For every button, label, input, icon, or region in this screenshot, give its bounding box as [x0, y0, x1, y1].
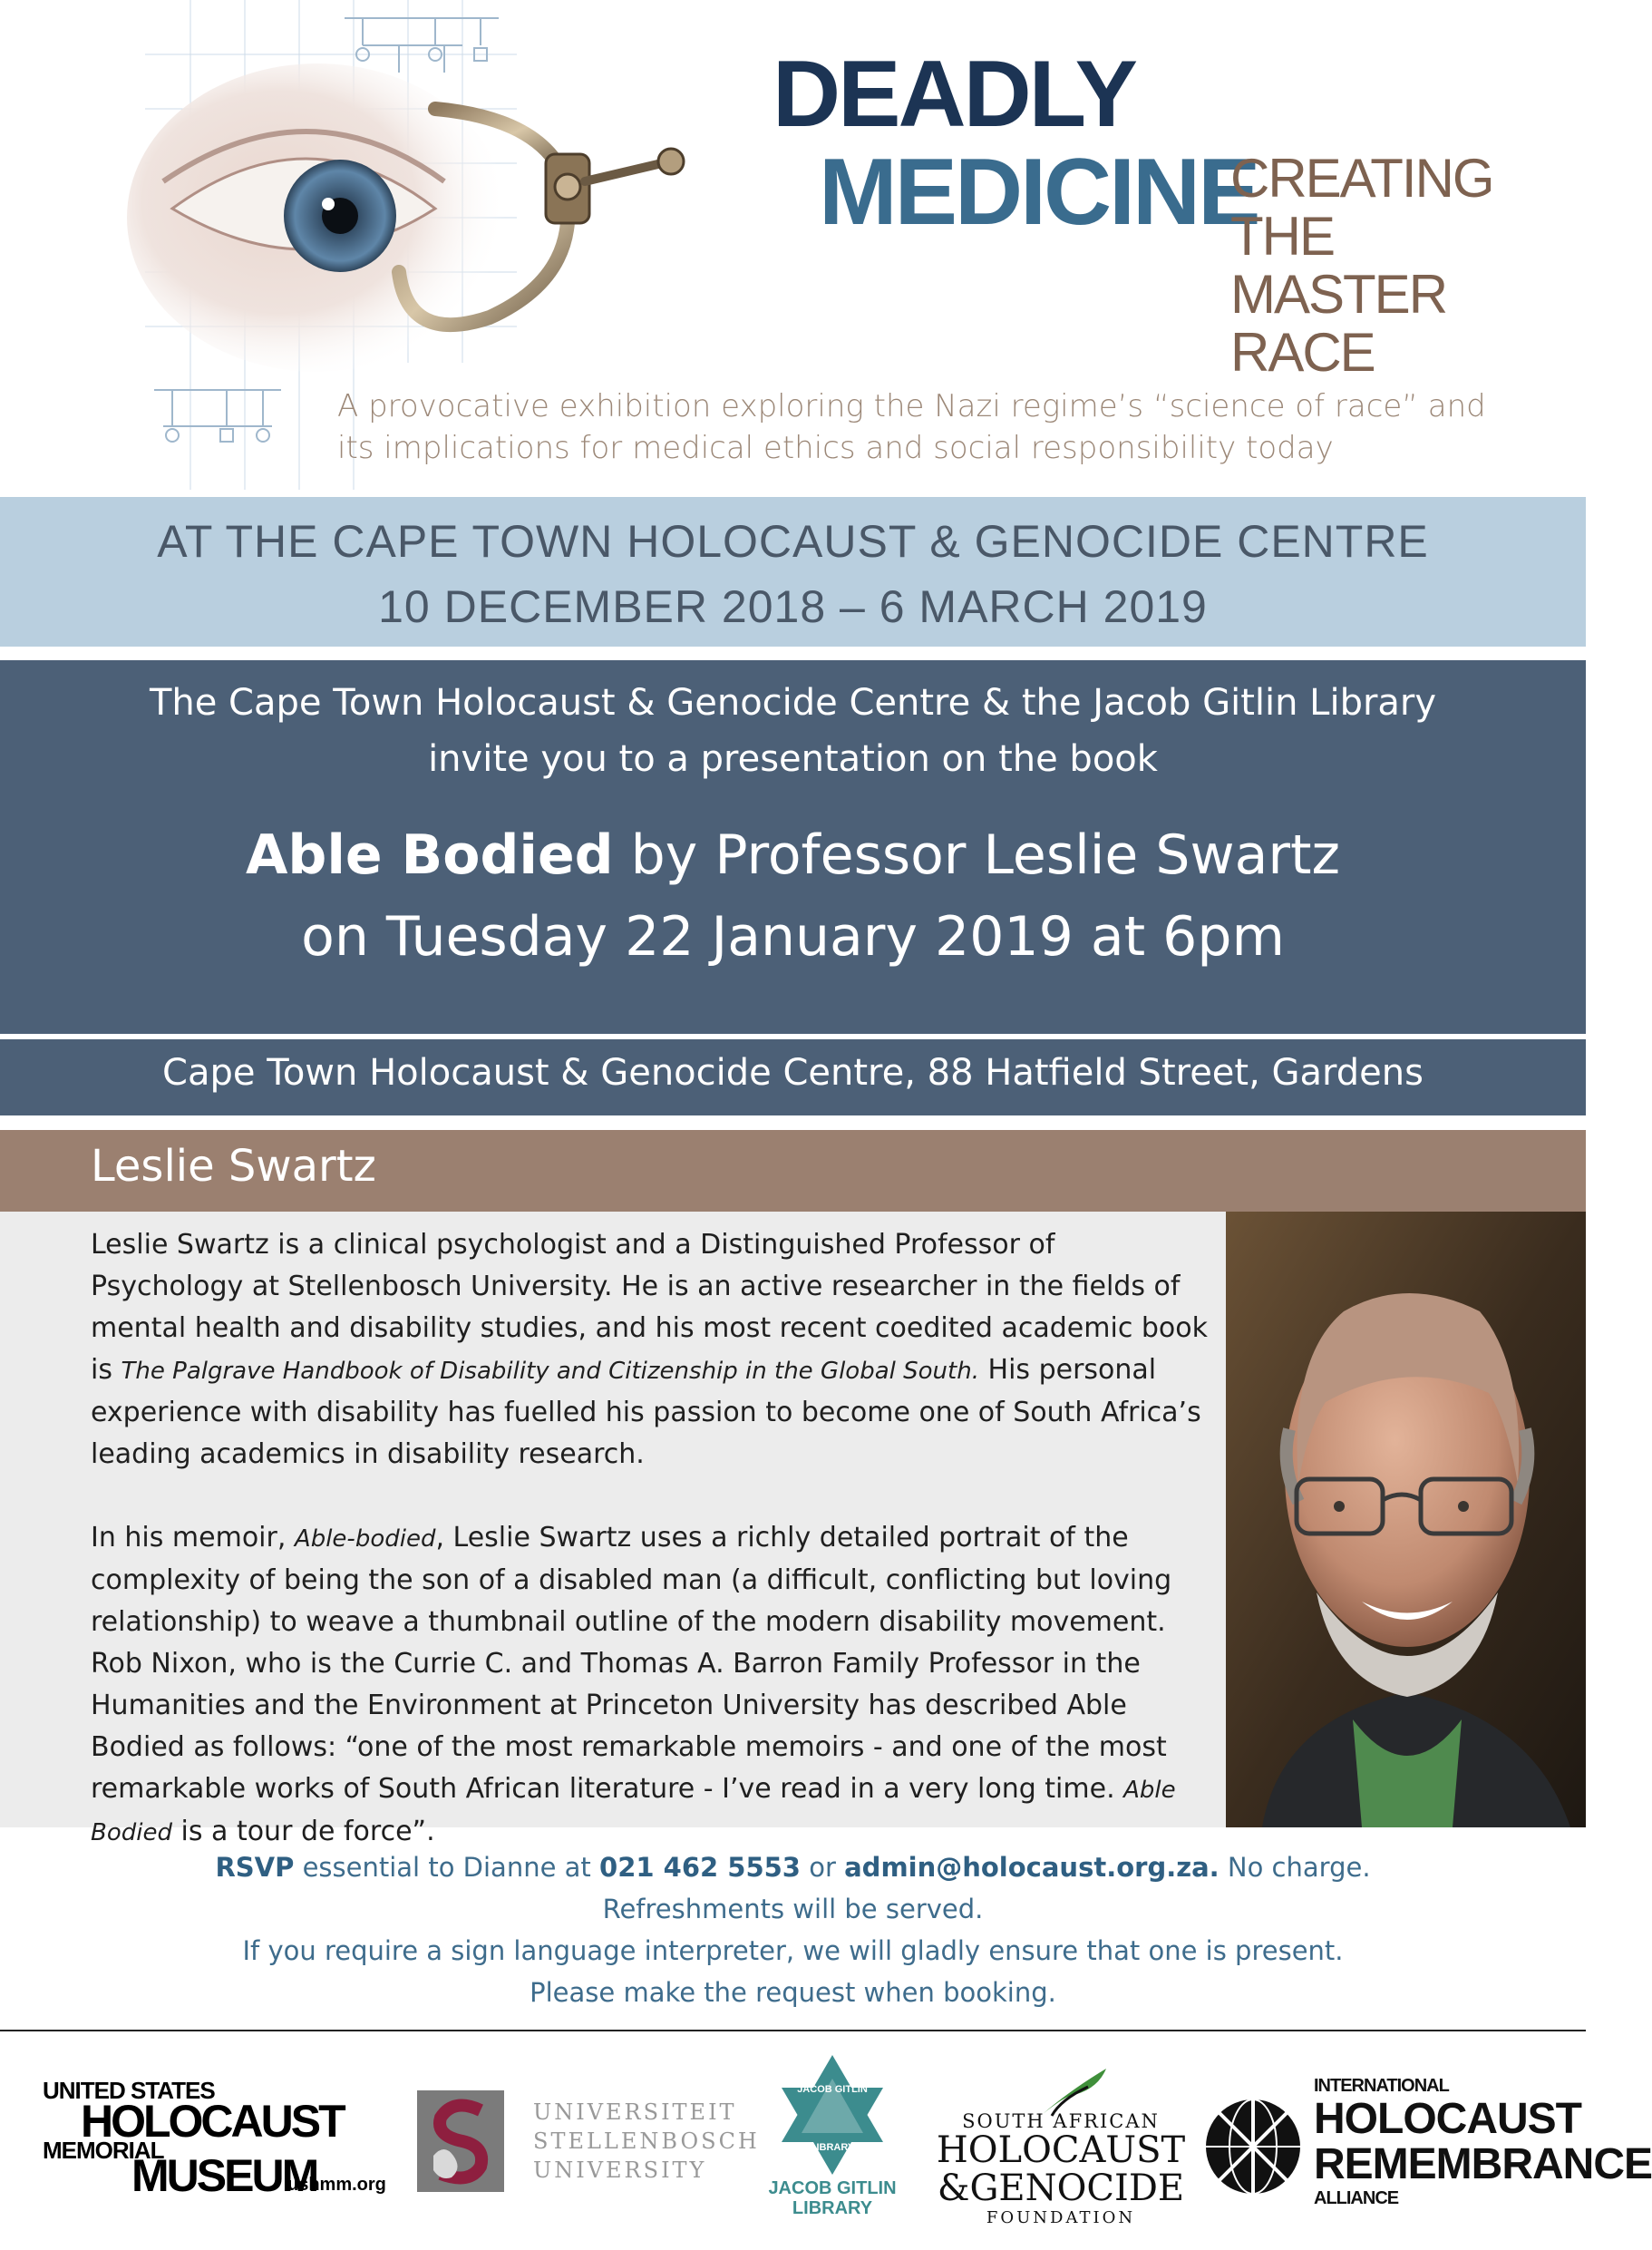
jacob-gitlin-library-logo [760, 2051, 905, 2224]
stellenbosch-logo [417, 2090, 760, 2199]
ihra-logo [1201, 2075, 1652, 2211]
ihra-line: INTERNATIONAL [1314, 2076, 1449, 2096]
gitlin-name-line: JACOB GITLIN [768, 2178, 897, 2198]
ushmm-logo [41, 2077, 403, 2222]
rsvp-label: RSVP [215, 1852, 295, 1883]
bio-text-span: , Leslie Swartz uses a richly detailed portrait of the complexity of being the son of a disabled man (a difficult, conflicting but loving relationship) to weave a thumbnail outline of the modern disability movement. Rob Nixon, who is the Currie C. and Thomas A. Barron Family Professor in the Humanities and the Environment at Princeton University has described Able Bodied as follows: “one of the most remarkable memoirs - and one of the most remarkable works of South African literature - I’ve read in a very long time. [91, 1522, 1172, 1805]
title-deadly: DEADLY [773, 42, 1136, 147]
ushmm-line: MUSEUM [131, 2150, 317, 2201]
star-of-david-icon [776, 2051, 889, 2178]
rsvp-email[interactable]: admin@holocaust.org.za. [844, 1852, 1220, 1883]
event-datetime: on Tuesday 22 January 2019 at 6pm [301, 905, 1285, 969]
stellenbosch-crest-icon [417, 2090, 504, 2192]
bio-paragraph-1 [91, 1224, 1215, 1476]
bio-paragraph-2 [91, 1517, 1215, 1854]
book-headline [0, 823, 1586, 887]
book-citation: Able Bodied [91, 1777, 1176, 1846]
exhibition-dates: 10 DECEMBER 2018 – 6 MARCH 2019 [378, 581, 1208, 632]
subtitle-line: RACE [1230, 322, 1375, 383]
tagline-line: its implications for medical ethics and social responsibility today [337, 430, 1334, 466]
book-citation: The Palgrave Handbook of Disability and Citizenship in the Global South. [121, 1358, 979, 1385]
sahgf-line: &GENOCIDE [937, 2167, 1185, 2209]
ihra-line: REMEMBRANCE [1314, 2140, 1652, 2188]
rsvp-text: or [801, 1852, 845, 1883]
ihra-line: HOLOCAUST [1314, 2095, 1581, 2143]
event-address: Cape Town Holocaust & Genocide Centre, 88 Hatfield Street, Gardens [162, 1052, 1424, 1094]
ushmm-line: UNITED STATES [43, 2077, 215, 2104]
book-title: Able Bodied [245, 823, 614, 887]
stellenbosch-line: UNIVERSITY [533, 2157, 707, 2183]
gitlin-star-text: LIBRARY [810, 2142, 855, 2153]
book-citation: Able-bodied [294, 1525, 436, 1553]
bio-text-span: His personal experience with disability has fuelled his passion to become one of South Africa’s leading academics in disability research. [91, 1354, 1201, 1470]
stellenbosch-line: UNIVERSITEIT [533, 2099, 737, 2125]
refreshments-note: Refreshments will be served. [602, 1894, 984, 1924]
gitlin-star-text: JACOB GITLIN [797, 2084, 868, 2095]
invitation-line-1: The Cape Town Holocaust & Genocide Centre & the Jacob Gitlin Library [149, 682, 1437, 724]
ushmm-url: ushmm.org [287, 2175, 386, 2195]
bio-text [91, 1224, 1215, 1895]
gitlin-name-line: LIBRARY [792, 2198, 873, 2218]
exhibition-venue: AT THE CAPE TOWN HOLOCAUST & GENOCIDE CENTRE [157, 516, 1429, 567]
exhibition-venue-band [0, 497, 1586, 647]
ihra-line: ALLIANCE [1314, 2188, 1399, 2208]
bio-text-span: is a tour de force”. [171, 1816, 435, 1847]
rsvp-text: essential to Dianne at [294, 1852, 600, 1883]
subtitle-line: MASTER [1230, 264, 1447, 325]
title-medicine: MEDICINE [819, 140, 1258, 245]
ushmm-line: MEMORIAL [43, 2137, 164, 2164]
sahgf-line: SOUTH AFRICAN [962, 2110, 1160, 2132]
sahgf-line: HOLOCAUST [936, 2129, 1186, 2171]
tagline-line: A provocative exhibition exploring the Nazi regime’s “science of race” and [337, 388, 1486, 424]
rsvp-phone[interactable]: 021 462 5553 [599, 1852, 801, 1883]
footer-divider [0, 2030, 1586, 2031]
stellenbosch-line: STELLENBOSCH [533, 2128, 760, 2154]
subtitle-line: THE [1230, 206, 1334, 267]
event-address-band [0, 1039, 1586, 1115]
interpreter-note: If you require a sign language interpreter, we will gladly ensure that one is present. [242, 1935, 1344, 1966]
sahgf-line: FOUNDATION [986, 2208, 1136, 2227]
rsvp-line [0, 1846, 1586, 1888]
exhibition-tagline [337, 385, 1543, 469]
bio-text-span: In his memoir, [91, 1522, 295, 1554]
book-author: by Professor Leslie Swartz [613, 823, 1341, 887]
sahgf-logo [934, 2063, 1188, 2226]
bio-text-span: Leslie Swartz is a clinical psychologist and a Distinguished Professor of Psychology at Stellenbosch University. He is an active researcher in the fields of mental health and disability studies, and his most recent coedited academic book is [91, 1229, 1208, 1386]
ushmm-line: HOLOCAUST [81, 2096, 344, 2147]
ihra-globe-icon [1201, 2095, 1305, 2198]
booking-note: Please make the request when booking. [530, 1977, 1056, 2008]
invitation-band [0, 660, 1586, 1034]
subtitle-creating-the-master-race [1230, 150, 1502, 382]
rsvp-text: No charge. [1219, 1852, 1371, 1883]
leaf-icon [1034, 2063, 1115, 2118]
subtitle-line: CREATING [1230, 148, 1493, 209]
profile-name: Leslie Swartz [91, 1141, 376, 1192]
rsvp-section [0, 1846, 1586, 2013]
invitation-line-2: invite you to a presentation on the book [428, 738, 1158, 780]
portrait-photo [1226, 1212, 1586, 1827]
